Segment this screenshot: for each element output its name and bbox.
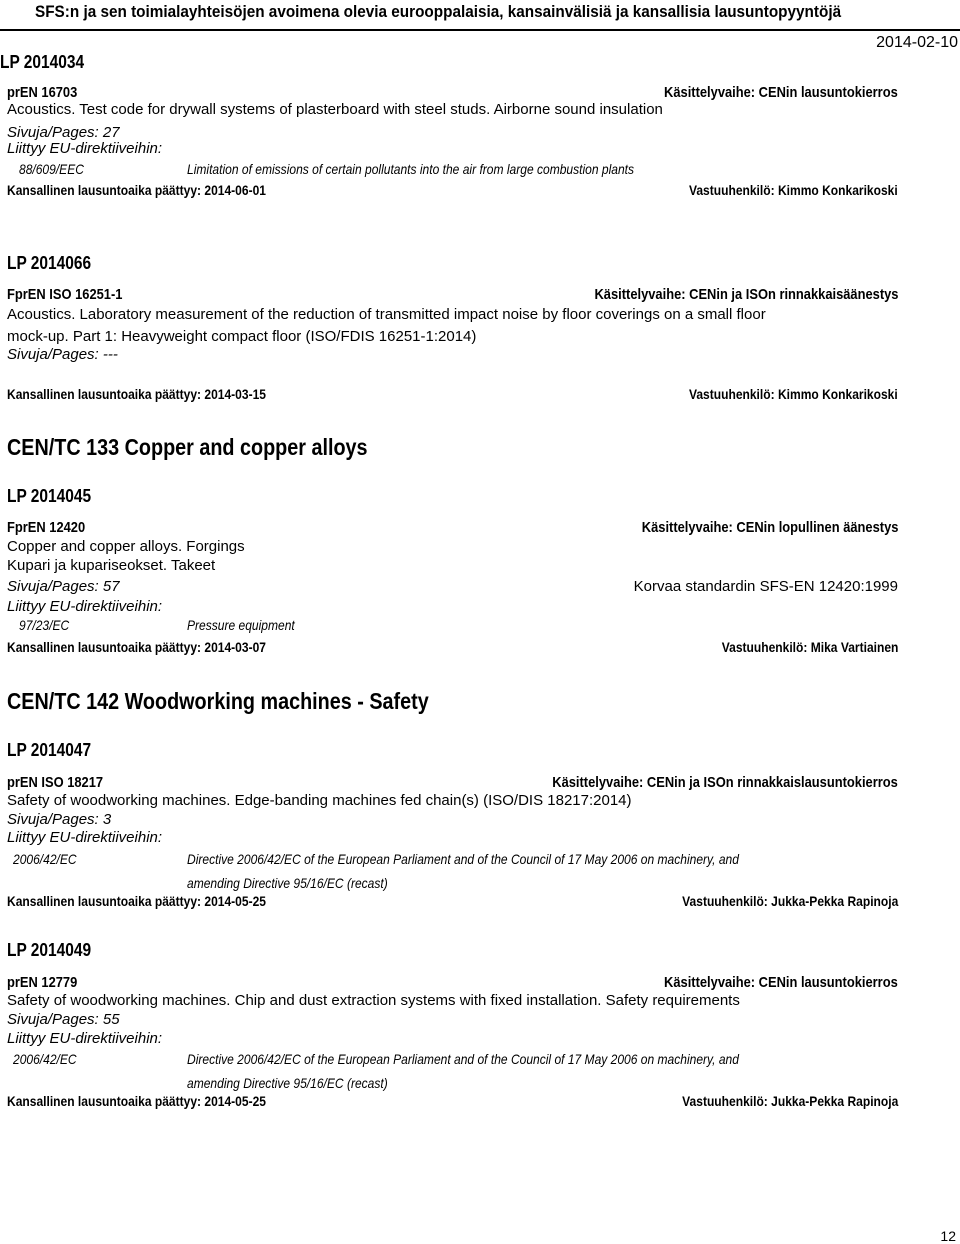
comment-deadline: Kansallinen lausuntoaika päättyy: 2014-03-07 — [7, 639, 266, 655]
comment-deadline: Kansallinen lausuntoaika päättyy: 2014-06-01 — [7, 182, 266, 198]
comment-deadline: Kansallinen lausuntoaika päättyy: 2014-05-25 — [7, 1093, 266, 1109]
directive-description: Pressure equipment — [187, 617, 295, 633]
standard-title-finnish: Kupari ja kupariseokset. Takeet — [7, 557, 216, 574]
page-count: Sivuja/Pages: 3 — [7, 811, 112, 828]
header-divider — [0, 29, 960, 31]
standard-title-line: Copper and copper alloys. Forgings — [7, 538, 245, 555]
comment-deadline: Kansallinen lausuntoaika päättyy: 2014-03-15 — [7, 386, 266, 402]
eu-directive-label: Liittyy EU-direktiiveihin: — [7, 829, 163, 846]
directive-description-line: amending Directive 95/16/EC (recast) — [187, 1075, 388, 1091]
page-count: Sivuja/Pages: 27 — [7, 124, 120, 141]
page-count: Sivuja/Pages: 55 — [7, 1011, 120, 1028]
responsible-person: Vastuuhenkilö: Jukka-Pekka Rapinoja — [681, 1093, 898, 1109]
eu-directive-label: Liittyy EU-direktiiveihin: — [7, 598, 163, 615]
processing-phase: Käsittelyvaihe: CENin ja ISOn rinnakkaislausuntokierros — [552, 774, 898, 791]
eu-directive-label: Liittyy EU-direktiiveihin: — [7, 140, 163, 157]
directive-code: 2006/42/EC — [13, 1051, 77, 1067]
lp-number: LP 2014049 — [7, 940, 92, 960]
standard-code: prEN 12779 — [7, 974, 78, 991]
comment-deadline: Kansallinen lausuntoaika päättyy: 2014-05-25 — [7, 893, 266, 909]
replaces-standard: Korvaa standardin SFS-EN 12420:1999 — [633, 578, 898, 595]
standard-code: FprEN 12420 — [7, 519, 86, 536]
standard-title: Safety of woodworking machines. Chip and dust extraction systems with fixed installation. Safety requirements — [7, 992, 740, 1009]
committee-heading: CEN/TC 133 Copper and copper alloys — [7, 434, 368, 460]
directive-code: 88/609/EEC — [19, 161, 84, 177]
eu-directive-label: Liittyy EU-direktiiveihin: — [7, 1030, 163, 1047]
page-count: Sivuja/Pages: --- — [7, 346, 118, 363]
page-header-title: SFS:n ja sen toimialayhteisöjen avoimena olevia eurooppalaisia, kansainvälisiä ja kansallisia lausuntopyyntöjä — [35, 2, 842, 21]
standard-title-line: mock-up. Part 1: Heavyweight compact floor (ISO/FDIS 16251-1:2014) — [7, 328, 477, 345]
standard-code: prEN 16703 — [7, 84, 78, 101]
lp-number: LP 2014045 — [7, 486, 92, 506]
directive-description-line: Directive 2006/42/EC of the European Parliament and of the Council of 17 May 2006 on machinery, and — [187, 851, 739, 867]
page-count: Sivuja/Pages: 57 — [7, 578, 120, 595]
standard-code: prEN ISO 18217 — [7, 774, 104, 791]
directive-description-line: Directive 2006/42/EC of the European Parliament and of the Council of 17 May 2006 on machinery, and — [187, 1051, 739, 1067]
processing-phase: Käsittelyvaihe: CENin lausuntokierros — [664, 84, 898, 101]
directive-code: 2006/42/EC — [13, 851, 77, 867]
standard-title-line: Acoustics. Laboratory measurement of the reduction of transmitted impact noise by floor coverings on a small floor — [7, 306, 766, 323]
directive-description: Limitation of emissions of certain pollutants into the air from large combustion plants — [187, 161, 635, 177]
lp-number: LP 2014047 — [7, 740, 92, 760]
lp-number: LP 2014066 — [7, 253, 92, 273]
processing-phase: Käsittelyvaihe: CENin lausuntokierros — [664, 974, 898, 991]
standard-title: Safety of woodworking machines. Edge-banding machines fed chain(s) (ISO/DIS 18217:2014) — [7, 792, 632, 809]
responsible-person: Vastuuhenkilö: Jukka-Pekka Rapinoja — [681, 893, 898, 909]
directive-code: 97/23/EC — [19, 617, 70, 633]
standard-title: Acoustics. Test code for drywall systems of plasterboard with steel studs. Airborne sound insulation — [7, 101, 663, 118]
processing-phase: Käsittelyvaihe: CENin ja ISOn rinnakkaisäänestys — [594, 286, 898, 303]
responsible-person: Vastuuhenkilö: Kimmo Konkarikoski — [689, 182, 898, 198]
responsible-person: Vastuuhenkilö: Kimmo Konkarikoski — [689, 386, 898, 402]
standard-code: FprEN ISO 16251-1 — [7, 286, 123, 303]
responsible-person: Vastuuhenkilö: Mika Vartiainen — [721, 639, 898, 655]
page-number: 12 — [940, 1228, 956, 1244]
directive-description-line: amending Directive 95/16/EC (recast) — [187, 875, 388, 891]
processing-phase: Käsittelyvaihe: CENin lopullinen äänestys — [641, 519, 898, 536]
committee-heading: CEN/TC 142 Woodworking machines - Safety — [7, 688, 429, 714]
document-date: 2014-02-10 — [876, 34, 958, 51]
lp-number: LP 2014034 — [0, 52, 85, 72]
